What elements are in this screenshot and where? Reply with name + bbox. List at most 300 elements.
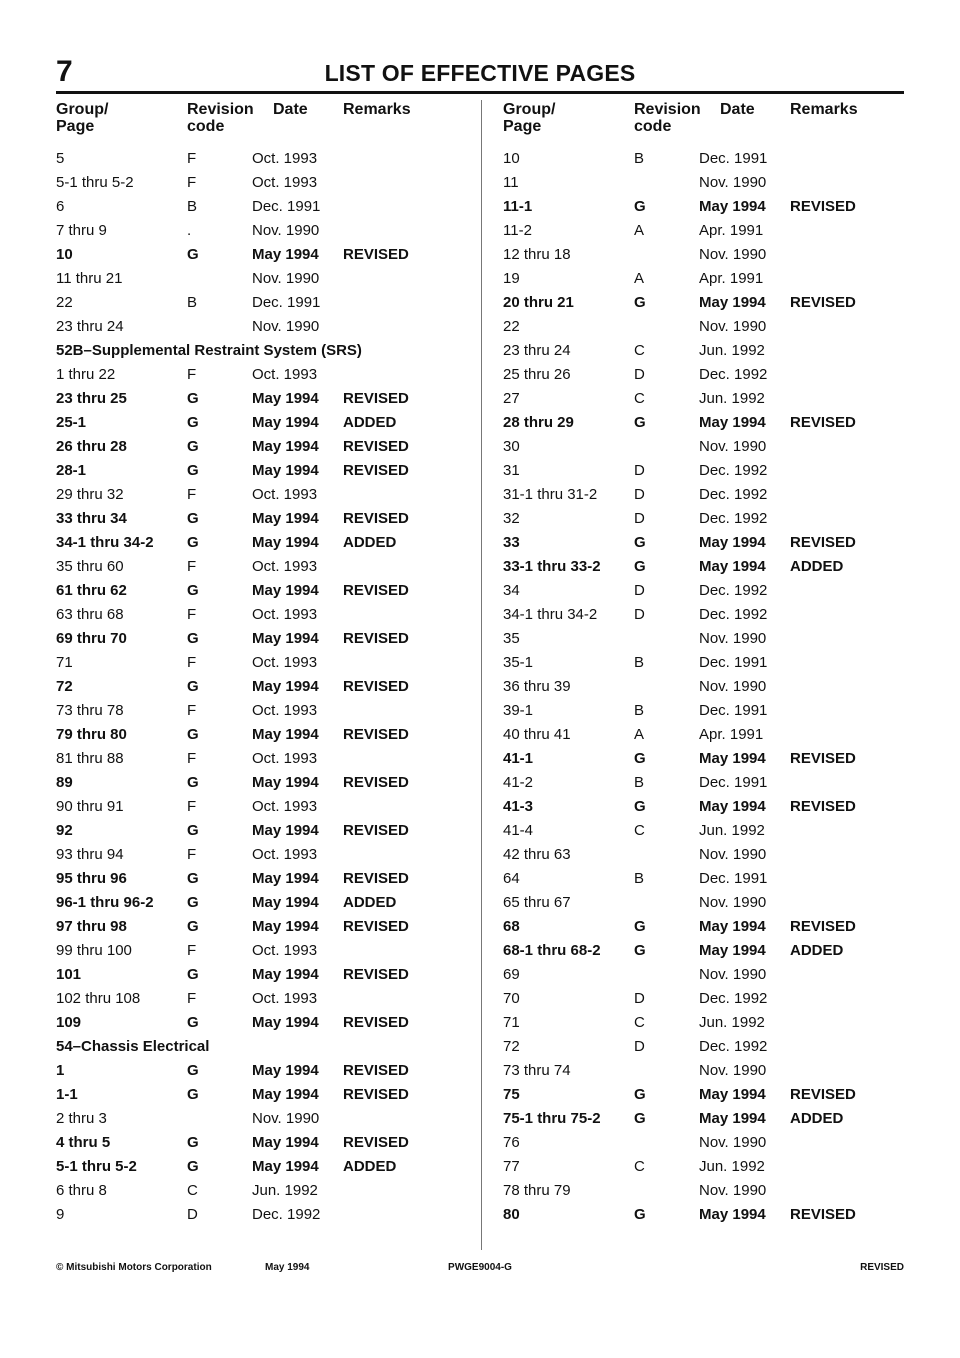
- row-remarks: REVISED: [343, 1062, 409, 1079]
- row-date: Nov. 1990: [252, 222, 320, 239]
- row-page: 20 thru 21: [503, 294, 574, 311]
- row-revision-code: C: [634, 390, 645, 407]
- row-revision-code: F: [187, 606, 197, 623]
- table-row: [56, 433, 466, 457]
- row-date: May 1994: [252, 726, 319, 743]
- row-revision-code: F: [187, 366, 197, 383]
- table-row: [503, 817, 913, 841]
- table-row: [503, 1105, 913, 1129]
- row-date: May 1994: [252, 1086, 319, 1103]
- table-row: [503, 313, 913, 337]
- table-row: [503, 409, 913, 433]
- table-row: [56, 937, 466, 961]
- row-page: 34: [503, 582, 520, 599]
- row-revision-code: D: [634, 606, 645, 623]
- table-row: [56, 697, 466, 721]
- row-page: 78 thru 79: [503, 1182, 571, 1199]
- row-date: May 1994: [252, 1134, 319, 1151]
- row-page: 33: [503, 534, 520, 551]
- row-revision-code: G: [187, 918, 199, 935]
- row-date: Oct. 1993: [252, 606, 318, 623]
- group-page-heading: [503, 101, 555, 135]
- row-page: 32: [503, 510, 520, 527]
- group-page-heading: [56, 101, 108, 135]
- page-title: LIST OF EFFECTIVE PAGES: [324, 60, 636, 86]
- row-date: May 1994: [252, 390, 319, 407]
- row-revision-code: G: [187, 582, 199, 599]
- table-row: [56, 985, 466, 1009]
- row-page: 25-1: [56, 414, 87, 431]
- row-revision-code: C: [634, 342, 645, 359]
- row-date: Oct. 1993: [252, 174, 318, 191]
- row-page: 5: [56, 150, 65, 167]
- row-date: Oct. 1993: [252, 702, 318, 719]
- table-row: [503, 625, 913, 649]
- row-revision-code: G: [634, 942, 646, 959]
- row-page: 71: [503, 1014, 520, 1031]
- table-row: [503, 721, 913, 745]
- row-revision-code: .: [187, 222, 192, 239]
- row-page: 1 thru 22: [56, 366, 116, 383]
- row-date: May 1994: [699, 198, 766, 215]
- row-page: 65 thru 67: [503, 894, 571, 911]
- row-revision-code: G: [634, 414, 646, 431]
- table-row: [56, 193, 466, 217]
- row-revision-code: G: [187, 1158, 199, 1175]
- row-date: May 1994: [252, 462, 319, 479]
- row-page: 76: [503, 1134, 520, 1151]
- table-row: [503, 361, 913, 385]
- row-page: 36 thru 39: [503, 678, 571, 695]
- row-remarks: REVISED: [343, 822, 409, 839]
- row-page: 30: [503, 438, 520, 455]
- table-row: [56, 961, 466, 985]
- group-heading: Group/: [56, 101, 109, 118]
- row-remarks: REVISED: [790, 1206, 856, 1223]
- row-revision-code: C: [634, 822, 645, 839]
- row-date: May 1994: [252, 1014, 319, 1031]
- table-row: [503, 1201, 913, 1225]
- page-heading: Page: [503, 118, 542, 135]
- row-date: Dec. 1992: [699, 486, 768, 503]
- row-date: May 1994: [252, 822, 319, 839]
- row-page: 41-3: [503, 798, 534, 815]
- row-page: 28 thru 29: [503, 414, 574, 431]
- row-date: Nov. 1990: [699, 1062, 767, 1079]
- section-title: 52B–Supplemental Restraint System (SRS): [56, 342, 362, 359]
- row-page: 33 thru 34: [56, 510, 127, 527]
- row-revision-code: F: [187, 654, 197, 671]
- row-revision-code: F: [187, 846, 197, 863]
- row-revision-code: G: [634, 558, 646, 575]
- row-page: 9: [56, 1206, 65, 1223]
- row-page: 12 thru 18: [503, 246, 571, 263]
- table-row: [503, 697, 913, 721]
- table-row: [503, 889, 913, 913]
- row-remarks: REVISED: [343, 1014, 409, 1031]
- table-row: [56, 769, 466, 793]
- table-row: [56, 313, 466, 337]
- row-revision-code: C: [187, 1182, 198, 1199]
- right-column: [503, 97, 913, 1225]
- footer-status: REVISED: [860, 1262, 904, 1273]
- row-date: Oct. 1993: [252, 990, 318, 1007]
- table-row: [503, 1009, 913, 1033]
- row-remarks: ADDED: [790, 1110, 844, 1127]
- table-row: [56, 673, 466, 697]
- table-row: [56, 217, 466, 241]
- row-remarks: REVISED: [343, 918, 409, 935]
- row-date: May 1994: [699, 1086, 766, 1103]
- row-date: Nov. 1990: [699, 966, 767, 983]
- row-page: 23 thru 24: [56, 318, 124, 335]
- row-date: May 1994: [252, 870, 319, 887]
- row-date: Dec. 1992: [699, 606, 768, 623]
- row-revision-code: G: [187, 1086, 199, 1103]
- row-date: Dec. 1991: [699, 150, 768, 167]
- row-date: May 1994: [252, 918, 319, 935]
- row-remarks: ADDED: [790, 942, 844, 959]
- table-row: [503, 649, 913, 673]
- row-date: May 1994: [252, 534, 319, 551]
- date-heading: Date: [273, 101, 308, 118]
- table-row: [56, 841, 466, 865]
- code-heading: code: [187, 118, 225, 135]
- row-revision-code: G: [634, 1110, 646, 1127]
- row-page: 22: [503, 318, 520, 335]
- row-page: 71: [56, 654, 73, 671]
- row-date: Nov. 1990: [699, 1134, 767, 1151]
- table-row: [503, 289, 913, 313]
- row-revision-code: F: [187, 942, 197, 959]
- row-page: 35-1: [503, 654, 534, 671]
- row-revision-code: D: [634, 990, 645, 1007]
- row-date: Dec. 1992: [699, 582, 768, 599]
- row-remarks: ADDED: [343, 534, 397, 551]
- page-heading: Page: [56, 118, 95, 135]
- row-remarks: REVISED: [790, 294, 856, 311]
- section-title: 54–Chassis Electrical: [56, 1038, 210, 1055]
- table-row: [503, 241, 913, 265]
- row-remarks: REVISED: [343, 966, 409, 983]
- table-row: [503, 1057, 913, 1081]
- table-row: [503, 169, 913, 193]
- row-date: Nov. 1990: [699, 678, 767, 695]
- row-revision-code: D: [634, 582, 645, 599]
- row-page: 33-1 thru 33-2: [503, 558, 601, 575]
- row-page: 90 thru 91: [56, 798, 124, 815]
- row-date: Dec. 1991: [252, 294, 321, 311]
- table-row: [56, 721, 466, 745]
- row-page: 95 thru 96: [56, 870, 127, 887]
- row-revision-code: B: [187, 198, 198, 215]
- row-date: Jun. 1992: [699, 390, 765, 407]
- row-date: Dec. 1992: [699, 462, 768, 479]
- row-date: May 1994: [699, 750, 766, 767]
- row-page: 6: [56, 198, 65, 215]
- row-date: May 1994: [252, 246, 319, 263]
- row-date: Jun. 1992: [699, 1158, 765, 1175]
- row-page: 73 thru 74: [503, 1062, 571, 1079]
- row-page: 5-1 thru 5-2: [56, 1158, 137, 1175]
- row-page: 11-2: [503, 222, 532, 239]
- row-date: Dec. 1991: [699, 870, 768, 887]
- table-row: [503, 985, 913, 1009]
- table-row: [56, 577, 466, 601]
- row-revision-code: F: [187, 990, 197, 1007]
- row-remarks: REVISED: [343, 582, 409, 599]
- row-page: 6 thru 8: [56, 1182, 107, 1199]
- row-page: 39-1: [503, 702, 534, 719]
- row-page: 102 thru 108: [56, 990, 141, 1007]
- row-date: May 1994: [699, 1206, 766, 1223]
- row-page: 35 thru 60: [56, 558, 124, 575]
- row-remarks: REVISED: [343, 630, 409, 647]
- row-page: 22: [56, 294, 73, 311]
- table-row: [56, 481, 466, 505]
- column-header: [503, 97, 913, 145]
- row-date: Jun. 1992: [699, 342, 765, 359]
- row-date: Jun. 1992: [699, 1014, 765, 1031]
- row-remarks: REVISED: [343, 1086, 409, 1103]
- row-revision-code: G: [634, 1086, 646, 1103]
- row-page: 70: [503, 990, 520, 1007]
- table-row: [503, 553, 913, 577]
- row-revision-code: G: [187, 390, 199, 407]
- row-date: May 1994: [252, 894, 319, 911]
- row-revision-code: A: [634, 726, 645, 743]
- row-remarks: REVISED: [343, 510, 409, 527]
- row-revision-code: G: [187, 894, 199, 911]
- row-date: Dec. 1991: [699, 702, 768, 719]
- row-date: Oct. 1993: [252, 558, 318, 575]
- row-revision-code: F: [187, 702, 197, 719]
- row-remarks: REVISED: [343, 678, 409, 695]
- row-page: 72: [503, 1038, 520, 1055]
- row-date: Oct. 1993: [252, 846, 318, 863]
- row-revision-code: G: [634, 294, 646, 311]
- revision-code-heading: [187, 101, 254, 135]
- column-header: [56, 97, 466, 145]
- row-page: 69: [503, 966, 520, 983]
- row-page: 1-1: [56, 1086, 78, 1103]
- table-row: [503, 385, 913, 409]
- row-date: Nov. 1990: [252, 318, 320, 335]
- row-page: 63 thru 68: [56, 606, 124, 623]
- row-page: 27: [503, 390, 520, 407]
- row-page: 72: [56, 678, 73, 695]
- row-revision-code: D: [634, 1038, 645, 1055]
- row-revision-code: G: [634, 534, 646, 551]
- row-page: 11-1: [503, 198, 533, 215]
- row-date: May 1994: [252, 1158, 319, 1175]
- table-row: [56, 265, 466, 289]
- table-row: [56, 745, 466, 769]
- row-revision-code: F: [187, 558, 197, 575]
- row-date: Dec. 1992: [699, 1038, 768, 1055]
- row-revision-code: G: [187, 414, 199, 431]
- row-page: 73 thru 78: [56, 702, 124, 719]
- table-row: [503, 145, 913, 169]
- row-date: Oct. 1993: [252, 366, 318, 383]
- row-date: May 1994: [699, 414, 766, 431]
- table-row: [56, 913, 466, 937]
- row-revision-code: C: [634, 1014, 645, 1031]
- table-row: [503, 673, 913, 697]
- table-row: [56, 409, 466, 433]
- row-remarks: ADDED: [343, 1158, 397, 1175]
- row-date: May 1994: [699, 534, 766, 551]
- row-page: 23 thru 25: [56, 390, 127, 407]
- table-row: [56, 889, 466, 913]
- row-page: 1: [56, 1062, 65, 1079]
- row-remarks: REVISED: [790, 414, 856, 431]
- row-date: May 1994: [699, 1110, 766, 1127]
- table-row: [56, 505, 466, 529]
- row-revision-code: G: [187, 1134, 199, 1151]
- row-remarks: REVISED: [790, 534, 856, 551]
- table-row: [56, 145, 466, 169]
- row-page: 35: [503, 630, 520, 647]
- row-revision-code: F: [187, 798, 197, 815]
- table-row: [56, 1153, 466, 1177]
- row-remarks: ADDED: [343, 894, 397, 911]
- row-page: 31: [503, 462, 520, 479]
- row-page: 41-2: [503, 774, 534, 791]
- row-revision-code: B: [634, 870, 645, 887]
- row-date: Nov. 1990: [252, 270, 320, 287]
- table-row: [56, 241, 466, 265]
- table-row: [56, 385, 466, 409]
- row-date: Jun. 1992: [699, 822, 765, 839]
- row-date: Dec. 1992: [252, 1206, 321, 1223]
- row-page: 28-1: [56, 462, 87, 479]
- row-date: Nov. 1990: [699, 174, 767, 191]
- table-row: [503, 529, 913, 553]
- row-date: Nov. 1990: [699, 246, 767, 263]
- column-divider: [481, 100, 482, 1250]
- row-page: 31-1 thru 31-2: [503, 486, 598, 503]
- row-revision-code: D: [187, 1206, 198, 1223]
- row-page: 19: [503, 270, 520, 287]
- row-page: 26 thru 28: [56, 438, 127, 455]
- table-row: [503, 505, 913, 529]
- row-remarks: ADDED: [343, 414, 397, 431]
- row-revision-code: G: [634, 798, 646, 815]
- row-revision-code: C: [634, 1158, 645, 1175]
- table-row: [56, 529, 466, 553]
- row-page: 34-1 thru 34-2: [56, 534, 154, 551]
- revision-heading: Revision: [634, 101, 701, 118]
- row-page: 109: [56, 1014, 82, 1031]
- group-heading: Group/: [503, 101, 556, 118]
- row-revision-code: G: [187, 1014, 199, 1031]
- row-revision-code: G: [187, 774, 199, 791]
- table-row: [56, 289, 466, 313]
- revision-code-heading: [634, 101, 701, 135]
- table-row: [56, 457, 466, 481]
- table-row: [503, 601, 913, 625]
- row-date: Dec. 1992: [699, 510, 768, 527]
- row-date: May 1994: [252, 966, 319, 983]
- row-date: Oct. 1993: [252, 798, 318, 815]
- row-date: May 1994: [699, 942, 766, 959]
- row-page: 75: [503, 1086, 520, 1103]
- row-page: 101: [56, 966, 82, 983]
- table-row: [56, 1009, 466, 1033]
- row-date: Jun. 1992: [252, 1182, 318, 1199]
- row-page: 92: [56, 822, 73, 839]
- left-column: [56, 97, 466, 1225]
- row-revision-code: G: [187, 510, 199, 527]
- remarks-heading: Remarks: [343, 101, 411, 118]
- table-row: [56, 1177, 466, 1201]
- row-remarks: REVISED: [790, 1086, 856, 1103]
- row-page: 97 thru 98: [56, 918, 127, 935]
- row-page: 77: [503, 1158, 520, 1175]
- row-revision-code: G: [634, 918, 646, 935]
- row-page: 42 thru 63: [503, 846, 571, 863]
- row-page: 61 thru 62: [56, 582, 127, 599]
- table-row: [503, 913, 913, 937]
- table-row: [56, 553, 466, 577]
- table-row: [503, 577, 913, 601]
- table-row: [503, 937, 913, 961]
- row-date: Oct. 1993: [252, 942, 318, 959]
- row-page: 68: [503, 918, 520, 935]
- row-revision-code: F: [187, 150, 197, 167]
- row-page: 96-1 thru 96-2: [56, 894, 154, 911]
- row-revision-code: G: [634, 1206, 646, 1223]
- row-date: Dec. 1992: [699, 366, 768, 383]
- row-revision-code: B: [634, 654, 645, 671]
- row-date: Nov. 1990: [252, 1110, 320, 1127]
- table-row: [503, 217, 913, 241]
- row-revision-code: G: [187, 630, 199, 647]
- row-remarks: REVISED: [343, 774, 409, 791]
- row-page: 34-1 thru 34-2: [503, 606, 598, 623]
- table-row: [503, 433, 913, 457]
- row-remarks: REVISED: [343, 870, 409, 887]
- table-row: [56, 1129, 466, 1153]
- row-page: 41-1: [503, 750, 534, 767]
- footer-code: PWGE9004-G: [448, 1262, 512, 1273]
- header-rule: [56, 91, 904, 94]
- row-page: 11 thru 21: [56, 270, 123, 287]
- row-page: 7 thru 9: [56, 222, 107, 239]
- row-remarks: REVISED: [343, 246, 409, 263]
- row-date: Nov. 1990: [699, 1182, 767, 1199]
- table-row: [503, 1033, 913, 1057]
- left-rows: [56, 145, 466, 1225]
- row-revision-code: D: [634, 462, 645, 479]
- row-revision-code: F: [187, 174, 197, 191]
- row-date: May 1994: [699, 294, 766, 311]
- row-remarks: REVISED: [790, 198, 856, 215]
- row-remarks: ADDED: [790, 558, 844, 575]
- table-row: [56, 865, 466, 889]
- row-revision-code: G: [187, 246, 199, 263]
- row-revision-code: A: [634, 222, 645, 239]
- row-remarks: REVISED: [343, 462, 409, 479]
- row-remarks: REVISED: [790, 918, 856, 935]
- row-date: Nov. 1990: [699, 894, 767, 911]
- row-revision-code: G: [187, 822, 199, 839]
- row-date: Oct. 1993: [252, 486, 318, 503]
- row-page: 23 thru 24: [503, 342, 571, 359]
- table-row: [503, 841, 913, 865]
- row-date: Dec. 1991: [252, 198, 321, 215]
